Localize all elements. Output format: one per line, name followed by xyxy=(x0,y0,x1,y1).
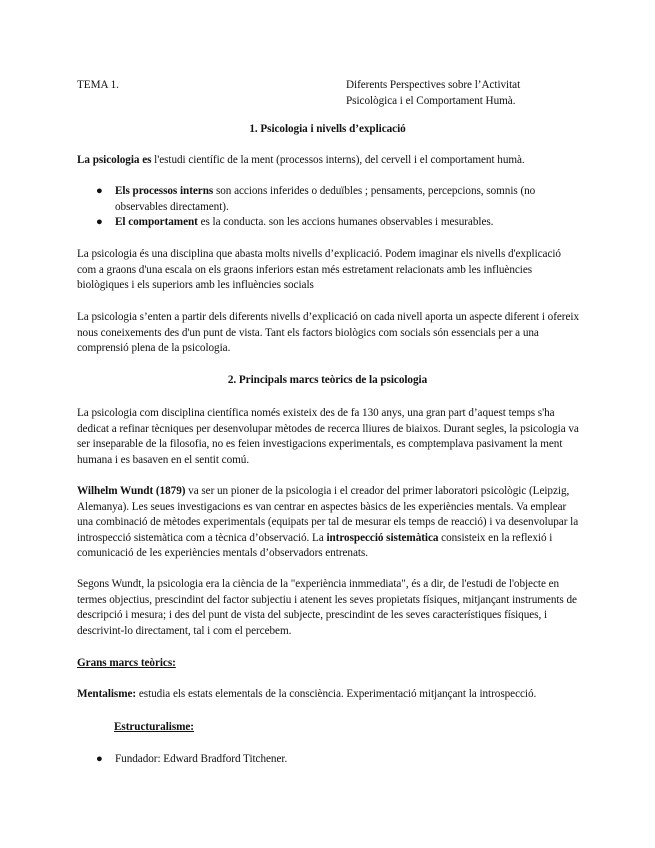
estructuralisme-heading xyxy=(114,720,194,736)
definition-term: La psicologia es xyxy=(77,154,152,166)
wundt-paragraph xyxy=(77,484,582,562)
bullet-icon: ● xyxy=(96,753,103,765)
levels-paragraph-2: La psicologia s’enten a partir dels diferents nivells d’explicació on cada nivell aporta un aspecte diferent i ofereix nous coneixements des d'un punt de vista. Tant els factors biològics com socials són essencials per a una comprensió plena de la psicologia. xyxy=(77,311,579,354)
bullet-icon: ● xyxy=(96,216,103,228)
header-subtitle xyxy=(346,78,586,109)
bullet-term: El comportament xyxy=(115,216,198,228)
mentalisme-paragraph xyxy=(77,687,582,703)
section2-title: 2. Principals marcs teòrics de la psicologia xyxy=(227,374,428,386)
definition-paragraph xyxy=(77,153,582,169)
mentalisme-text: estudia els estats elementals de la consciència. Experimentació mitjançant la introspecció. xyxy=(136,688,537,700)
definition-text: l'estudi científic de la ment (processos interns), del cervell i el comportament humà. xyxy=(151,154,525,166)
header-subtitle-line1: Diferents Perspectives sobre l’Activitat xyxy=(346,79,521,91)
estructuralisme-label: Estructuralisme: xyxy=(114,721,194,733)
section1-title: 1. Psicologia i nivells d’explicació xyxy=(249,123,406,135)
header-subtitle-line2: Psicològica i el Comportament Humà. xyxy=(346,94,516,107)
bullet-text xyxy=(115,215,585,231)
levels-paragraph: La psicologia és una disciplina que abasta molts nivells d’explicació. Podem imaginar els nivells d'explicació com a graons d'una escala on els graons inferiors estan més estretament relacionats amb les influències biològiques i els superiors amb les influències socials xyxy=(77,248,561,291)
bullet-text xyxy=(115,184,585,215)
grans-marcs-heading xyxy=(77,656,582,672)
bullet-icon: ● xyxy=(96,185,103,197)
mentalisme-term: Mentalisme: xyxy=(77,688,137,700)
wundt-name: Wilhelm Wundt (1879) xyxy=(77,485,186,497)
bullet-description: es la conducta. son les accions humanes observables i mesurables. xyxy=(197,216,494,228)
history-paragraph: La psicologia com disciplina científica només existeix des de fa 130 anys, una gran part d’aquest temps s'ha dedicat a refinar tècniques per desenvolupar mètodes de recerca lliures de biaixos. Durant segles, la psicologia va ser inseparable de la filosofia, no es feien investigacions experimentals, es comptemplava pasivament la ment humana i es basaven en el sentit comú. xyxy=(77,407,579,466)
header-topic: TEMA 1. xyxy=(77,79,119,91)
grans-marcs-label: Grans marcs teòrics: xyxy=(77,657,176,669)
wundt-text-1: va ser un pioner de la psicologia i el creador del primer laboratori psicològic (Leipzig, Alemanya). Les seues investigacions es van centrar en aspectes bàsics de les experiències mentals. Va emplear una combinació de mètodes experimentals (equipats per tal de mesurar els temps de reacció) i va desenvolupar la introspecció sistemàtica com a tècnica d’observació. La xyxy=(77,485,579,544)
wundt-definition-paragraph: Segons Wundt, la psicologia era la ciència de la "experiència inmmediata", és a dir, de l'estudi de l'objecte en termes objectius, prescindint del factor subjectiu i atenent les seves propietats físiques, mitjançant instruments de descripció i mesura; i des del punt de vista del subjecte, prescindint de les seves característiques físiques, i descrivint-lo directament, tal i com el percebem. xyxy=(77,578,577,637)
bullet-term: Els processos interns xyxy=(115,185,214,197)
bullet-description: son accions inferides o deduïbles ; pensaments, percepcions, somnis (no observables directament). xyxy=(115,185,536,213)
wundt-term: introspecció sistemàtica xyxy=(326,531,439,544)
wundt-text-2: consisteix en la reflexió i comunicació de les experiències mentals d’observadors entrenats. xyxy=(77,531,553,559)
bullet-text: Fundador: Edward Bradford Titchener. xyxy=(115,753,288,765)
